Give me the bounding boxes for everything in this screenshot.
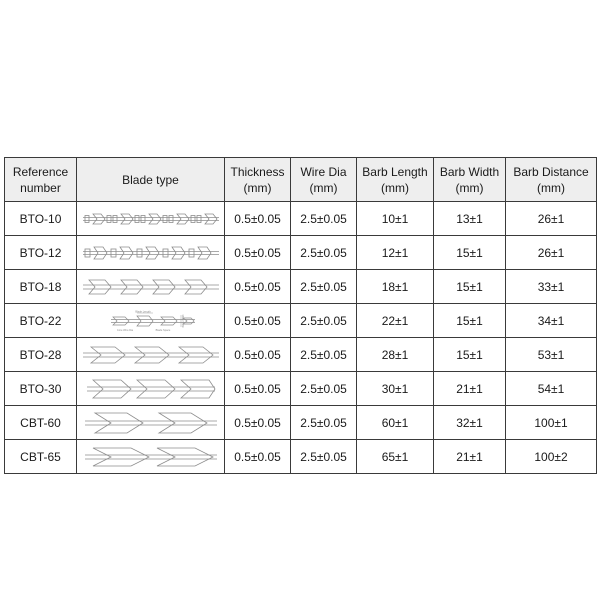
barb-length-cell: 60±1 (357, 406, 434, 440)
header-wire-dia (291, 158, 357, 202)
wire-dia-cell: 2.5±0.05 (291, 406, 357, 440)
bto-18-blade-icon (81, 275, 221, 299)
reference-cell: CBT-60 (5, 406, 77, 440)
blade-type-cell (77, 236, 225, 270)
thickness-cell: 0.5±0.05 (225, 304, 291, 338)
thickness-cell: 0.5±0.05 (225, 440, 291, 474)
table-row (5, 338, 597, 372)
barb-distance-cell: 26±1 (506, 202, 597, 236)
reference-cell: BTO-30 (5, 372, 77, 406)
table-row (5, 202, 597, 236)
barb-distance-cell: 100±2 (506, 440, 597, 474)
barb-length-cell: 65±1 (357, 440, 434, 474)
barb-length-cell: 18±1 (357, 270, 434, 304)
header-barb-width-line1: Barb Width (439, 164, 500, 179)
header-thickness-line2: (mm) (243, 180, 272, 195)
wire-dia-cell: 2.5±0.05 (291, 236, 357, 270)
blade-type-cell (77, 440, 225, 474)
reference-cell: BTO-10 (5, 202, 77, 236)
wire-dia-cell: 2.5±0.05 (291, 270, 357, 304)
wire-dia-cell: 2.5±0.05 (291, 304, 357, 338)
blade-length-label: Blade Length (134, 310, 151, 313)
thickness-cell: 0.5±0.05 (225, 372, 291, 406)
header-reference-line1: Reference (12, 164, 69, 179)
header-reference-number (5, 158, 77, 202)
header-barb-length (357, 158, 434, 202)
reference-cell: CBT-65 (5, 440, 77, 474)
table-row (5, 372, 597, 406)
header-barb-width (434, 158, 506, 202)
header-barb-length-line2: (mm) (381, 180, 409, 195)
barb-length-cell: 10±1 (357, 202, 434, 236)
barb-width-cell: 13±1 (434, 202, 506, 236)
barb-width-cell: 21±1 (434, 372, 506, 406)
razor-wire-spec-table (4, 157, 597, 474)
header-blade-type (77, 158, 225, 202)
barb-width-cell: 32±1 (434, 406, 506, 440)
header-wire-dia-line1: Wire Dia (300, 164, 347, 179)
header-barb-distance-line2: (mm) (537, 180, 565, 195)
table-row (5, 304, 597, 338)
wire-dia-cell: 2.5±0.05 (291, 338, 357, 372)
bto-30-blade-icon (81, 377, 221, 401)
barb-distance-cell: 34±1 (506, 304, 597, 338)
blade-type-cell (77, 338, 225, 372)
barb-distance-cell: 33±1 (506, 270, 597, 304)
thickness-cell: 0.5±0.05 (225, 338, 291, 372)
blade-type-cell (77, 202, 225, 236)
blade-space-label: Blade Space (155, 328, 170, 332)
barb-length-cell: 28±1 (357, 338, 434, 372)
thickness-cell: 0.5±0.05 (225, 406, 291, 440)
bto-28-blade-icon (81, 343, 221, 367)
thickness-cell: 0.5±0.05 (225, 202, 291, 236)
blade-type-cell (77, 270, 225, 304)
barb-width-cell: 15±1 (434, 338, 506, 372)
barb-width-cell: 15±1 (434, 236, 506, 270)
header-barb-width-line2: (mm) (455, 180, 484, 195)
wire-dia-cell: 2.5±0.05 (291, 372, 357, 406)
reference-cell: BTO-18 (5, 270, 77, 304)
table-row (5, 440, 597, 474)
wire-dia-cell: 2.5±0.05 (291, 202, 357, 236)
thickness-cell: 0.5±0.05 (225, 236, 291, 270)
header-reference-line2: number (20, 180, 61, 195)
table-row (5, 406, 597, 440)
table-row (5, 270, 597, 304)
reference-cell: BTO-12 (5, 236, 77, 270)
header-thickness (225, 158, 291, 202)
barb-width-cell: 21±1 (434, 440, 506, 474)
barb-distance-cell: 54±1 (506, 372, 597, 406)
barb-length-cell: 22±1 (357, 304, 434, 338)
barb-length-cell: 12±1 (357, 236, 434, 270)
barb-length-cell: 30±1 (357, 372, 434, 406)
bto-12-blade-icon (81, 241, 221, 265)
blade-type-cell (77, 406, 225, 440)
barb-distance-cell: 53±1 (506, 338, 597, 372)
cbt-60-blade-icon (81, 411, 221, 435)
barb-width-cell: 15±1 (434, 270, 506, 304)
header-wire-dia-line2: (mm) (309, 180, 338, 195)
reference-cell: BTO-22 (5, 304, 77, 338)
blade-type-cell (77, 372, 225, 406)
blade-width-label: Blade Width (181, 314, 185, 327)
header-barb-distance-line1: Barb Distance (513, 164, 589, 179)
header-barb-length-line1: Barb Length (362, 164, 428, 179)
header-barb-distance (506, 158, 597, 202)
bto-10-blade-icon (81, 207, 221, 231)
header-row (5, 158, 597, 202)
blade-type-cell (77, 304, 225, 338)
cbt-65-blade-icon (81, 445, 221, 469)
thickness-cell: 0.5±0.05 (225, 270, 291, 304)
barb-distance-cell: 26±1 (506, 236, 597, 270)
core-wire-dia-label: Core Wire Dia (116, 328, 133, 332)
barb-width-cell: 15±1 (434, 304, 506, 338)
table-row (5, 236, 597, 270)
reference-cell: BTO-28 (5, 338, 77, 372)
header-thickness-line1: Thickness (230, 164, 285, 179)
bto-22-blade-icon (81, 309, 221, 333)
wire-dia-cell: 2.5±0.05 (291, 440, 357, 474)
barb-distance-cell: 100±1 (506, 406, 597, 440)
header-blade-type-label: Blade type (122, 172, 179, 187)
